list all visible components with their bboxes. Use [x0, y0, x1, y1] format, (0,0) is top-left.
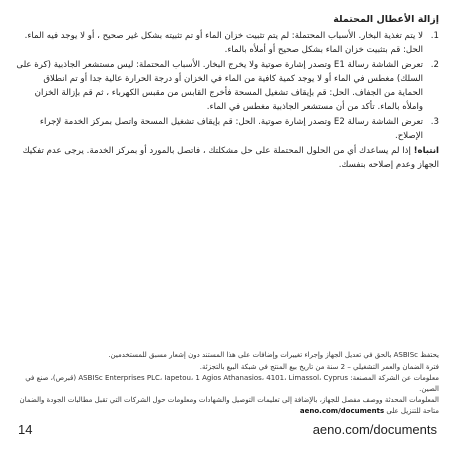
warning-text: إذا لم يساعدك أي من الحلول المحتملة على حل مشكلتك ، فاتصل بالمورد أو بمركز الخدمة. يرجى عدم تفكيك الجهاز وعدم إصلاحه بنفسك.	[22, 146, 439, 170]
website-link[interactable]: aeno.com/documents	[312, 422, 437, 437]
item-number: 3.	[430, 117, 439, 127]
warning-note	[16, 144, 439, 172]
warning-label: انتباه!	[413, 146, 439, 156]
disclaimer-line	[16, 395, 439, 416]
item-number: 2.	[430, 60, 439, 70]
disclaimer-line: معلومات عن الشركة المصنعة: ASBISc Enterprises PLC، Iapetou، 1 Agios Athanasios، 4101، Limassol، Cyprus (قبرص)، صنع في الصين.	[25, 374, 439, 393]
list-item	[16, 115, 439, 143]
disclaimer-line: يحتفظ ASBISc بالحق في تعديل الجهاز وإجراء تغييرات وإضافات على هذا المستند دون إشعار مسبق للمستخدمين.	[108, 351, 439, 359]
disclaimer-block	[16, 350, 439, 417]
item-text: تعرض الشاشة رسالة E1 وتصدر إشارة صوتية ولا يخرج البخار. الأسباب المحتملة: ليس مستشعر الجاذبية (كرة على السلك) مغطس في الماء أو لا يوجد كمية كافية من الماء في الخزان أو درجة الحرارة عالية جدا أو تم انطلاق الحماية من الجفاف. الحل: قم بإيقاف تشغيل المسحة فأخرج القابس من مقبس الكهرباء ، ثم قم بإزالة الخزان واملأه بالماء. تأكد من أن مستشعر الجاذبية مغطس في الماء.	[16, 60, 423, 112]
item-text: لا يتم تغذية البخار. الأسباب المحتملة: لم يتم تثبيت خزان الماء أو تم تثبيته بشكل غير صحيح ، أو لا يوجد فيه الماء. الحل: قم بتثبيت خزان الماء بشكل صحيح أو أملأه بالماء.	[24, 31, 423, 55]
disclaimer-line: فترة الضمان والعمر التشغيلي – 2 سنة من تاريخ بيع المنتج في شبكة البيع بالتجزئة.	[199, 362, 439, 371]
troubleshooting-section	[16, 14, 439, 172]
page-number: 14	[18, 422, 33, 437]
list-item	[16, 58, 439, 114]
item-text: تعرض الشاشة رسالة E2 وتصدر إشارة صوتية. الحل: قم بإيقاف تشغيل المسحة واتصل بمركز الخدمة لإجراء الإصلاح.	[39, 117, 423, 141]
disclaimer-text: المعلومات المحدثة ووصف مفصل للجهاز، بالإضافة إلى تعليمات التوصيل والشهادات ومعلومات حول الشركات التي تقبل مطالبات الجودة والضمان متاحة للتنزيل على	[19, 396, 439, 415]
section-title: إزالة الأعطال المحتملة	[333, 14, 439, 25]
list-item	[16, 29, 439, 57]
item-number: 1.	[430, 31, 439, 41]
documents-link[interactable]: aeno.com/documents	[299, 406, 385, 415]
